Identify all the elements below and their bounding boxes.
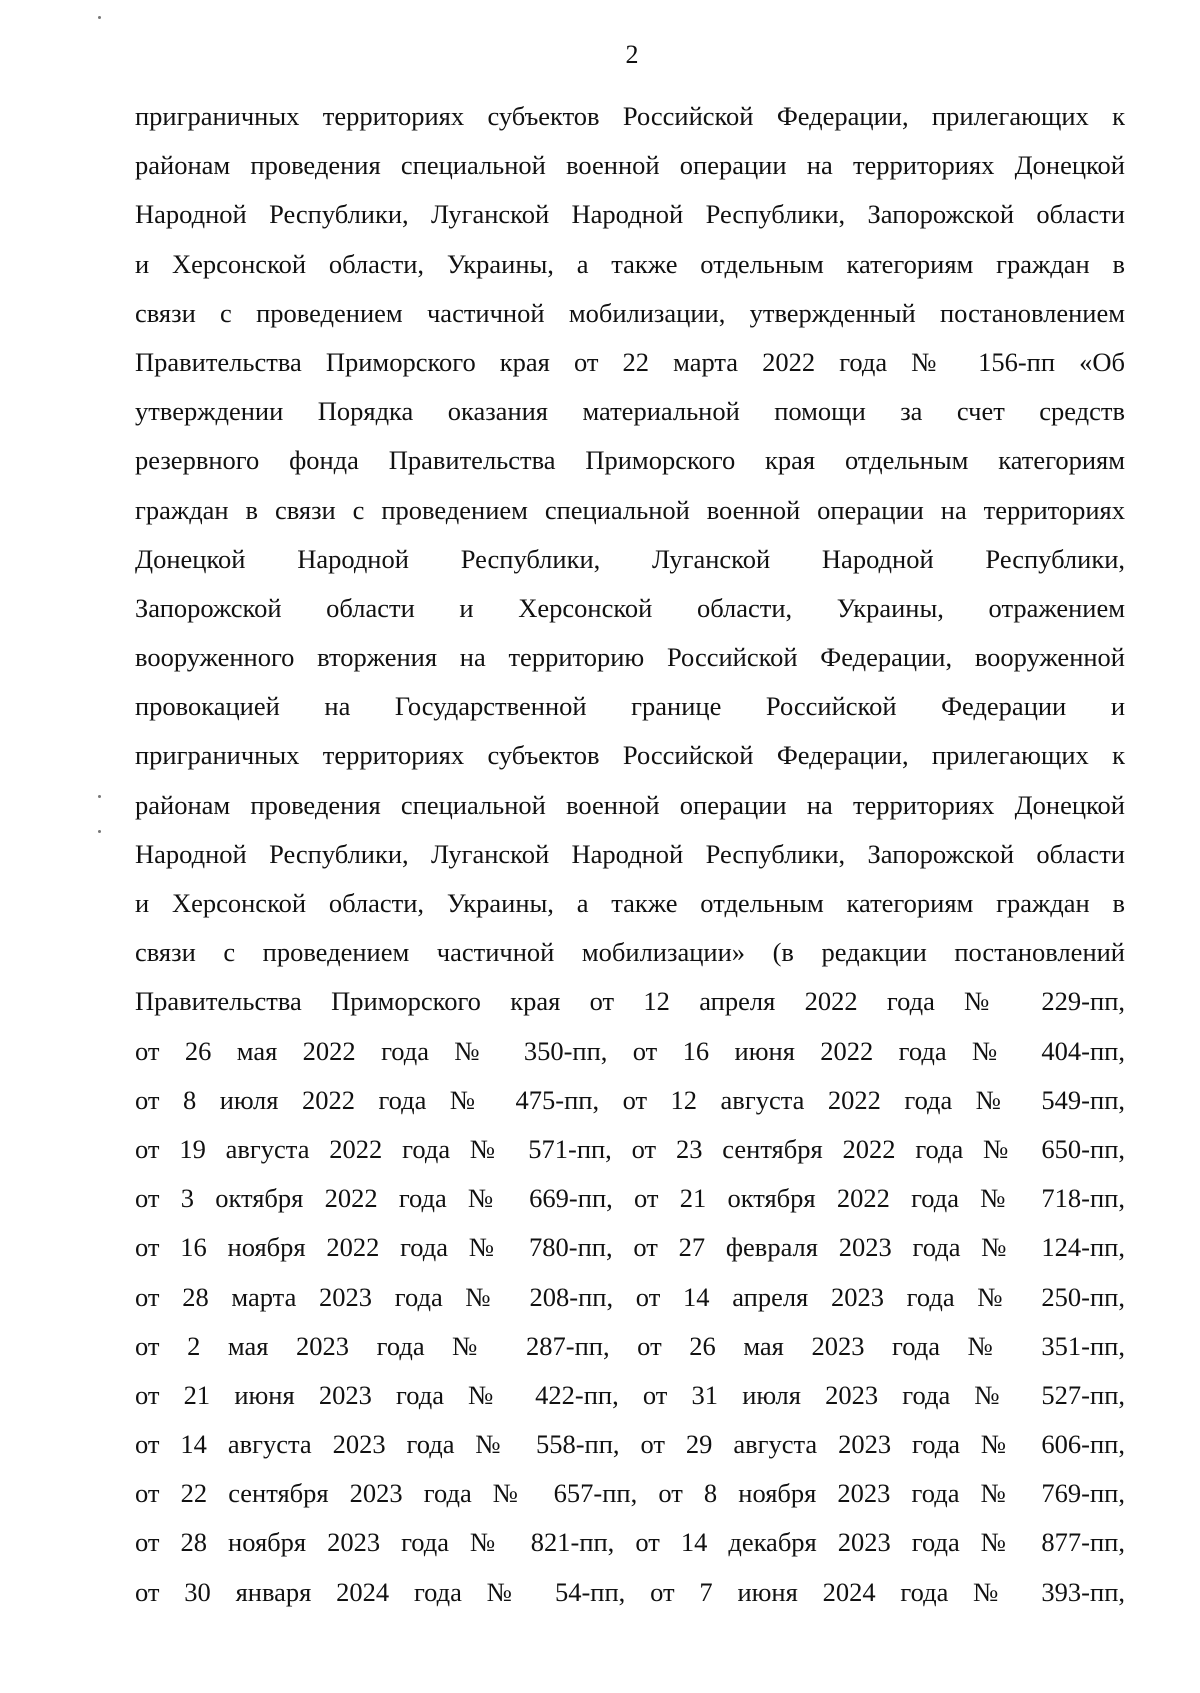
text-line: от 19 августа 2022 года № 571-пп, от 23 сентября 2022 года № 650-пп, (135, 1133, 1125, 1164)
text-line: резервного фонда Правительства Приморского края отдельным категориям (135, 445, 1125, 476)
text-line: от 3 октября 2022 года № 669-пп, от 21 октября 2022 года № 718-пп, (135, 1183, 1125, 1214)
text-line: районам проведения специальной военной операции на территориях Донецкой (135, 150, 1125, 181)
text-line: от 2 мая 2023 года № 287-пп, от 26 мая 2023 года № 351-пп, (135, 1330, 1125, 1361)
text-line: Народной Республики, Луганской Народной Республики, Запорожской области (135, 838, 1125, 869)
text-line: районам проведения специальной военной операции на территориях Донецкой (135, 789, 1125, 820)
text-line: от 28 ноября 2023 года № 821-пп, от 14 декабря 2023 года № 877-пп, (135, 1527, 1125, 1558)
text-line: Донецкой Народной Республики, Луганской Народной Республики, (135, 543, 1125, 574)
text-line: от 26 мая 2022 года № 350-пп, от 16 июня 2022 года № 404-пп, (135, 1035, 1125, 1066)
text-line: приграничных территориях субъектов Российской Федерации, прилегающих к (135, 101, 1125, 131)
text-line: связи с проведением частичной мобилизации, утвержденный постановлением (135, 297, 1125, 328)
text-line: от 21 июня 2023 года № 422-пп, от 31 июля 2023 года № 527-пп, (135, 1379, 1125, 1410)
scan-speck-mark (98, 830, 101, 833)
text-line: Запорожской области и Херсонской области, Украины, отражением (135, 592, 1125, 623)
text-line: от 16 ноября 2022 года № 780-пп, от 27 февраля 2023 года № 124-пп, (135, 1232, 1125, 1263)
text-line: приграничных территориях субъектов Российской Федерации, прилегающих к (135, 740, 1125, 771)
text-line: от 30 января 2024 года № 54-пп, от 7 июня 2024 года № 393-пп, (135, 1576, 1125, 1607)
scan-speck-mark (98, 16, 101, 19)
text-line: и Херсонской области, Украины, а также отдельным категориям граждан в (135, 248, 1125, 279)
text-line: Правительства Приморского края от 22 марта 2022 года № 156-пп «Об (135, 346, 1125, 377)
text-line: связи с проведением частичной мобилизации» (в редакции постановлений (135, 937, 1125, 968)
text-line: Народной Республики, Луганской Народной Республики, Запорожской области (135, 199, 1125, 230)
text-line: от 8 июля 2022 года № 475-пп, от 12 августа 2022 года № 549-пп, (135, 1084, 1125, 1115)
text-line: и Херсонской области, Украины, а также отдельным категориям граждан в (135, 888, 1125, 918)
document-body-text (135, 96, 1125, 1621)
text-line: от 14 августа 2023 года № 558-пп, от 29 августа 2023 года № 606-пп, (135, 1429, 1125, 1460)
text-line: утверждении Порядка оказания материальной помощи за счет средств (135, 396, 1125, 427)
text-line: от 22 сентября 2023 года № 657-пп, от 8 ноября 2023 года № 769-пп, (135, 1478, 1125, 1509)
text-line: от 28 марта 2023 года № 208-пп, от 14 апреля 2023 года № 250-пп, (135, 1281, 1125, 1312)
page-number: 2 (625, 40, 639, 69)
text-line: провокацией на Государственной границе Российской Федерации и (135, 691, 1125, 722)
scan-speck-mark (98, 795, 101, 798)
text-line: Правительства Приморского края от 12 апреля 2022 года № 229-пп, (135, 986, 1125, 1017)
text-line: вооруженного вторжения на территорию Российской Федерации, вооруженной (135, 642, 1125, 673)
text-line: граждан в связи с проведением специальной военной операции на территориях (135, 494, 1125, 525)
